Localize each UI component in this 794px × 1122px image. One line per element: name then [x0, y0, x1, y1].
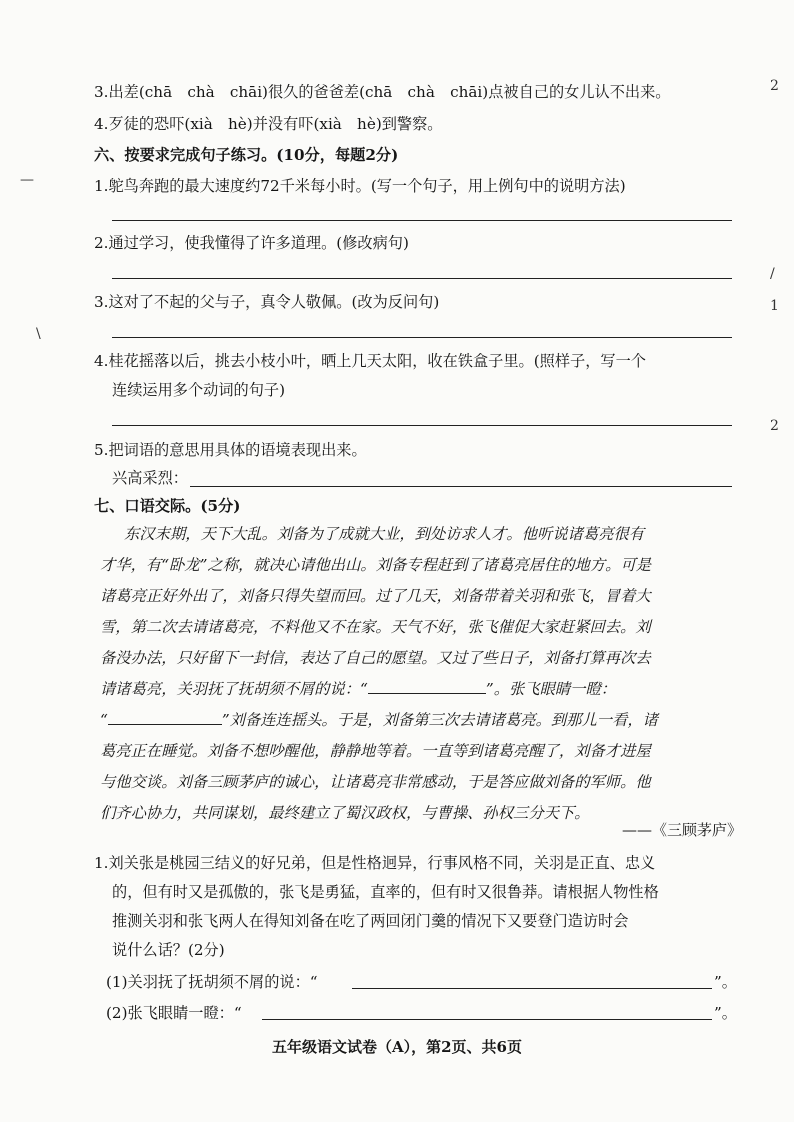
answer-line[interactable] [112, 425, 732, 426]
passage-line: 葛亮正在睡觉。刘备不想吵醒他，静静地等着。一直等到诸葛亮醒了，刘备才进屋 [100, 742, 651, 760]
question-item: 3.出差(chā chà chāi)很久的爸爸差(chā chà chāi)点被自己的女儿认不出来。 [94, 83, 671, 101]
question-item-continued: 说什么话？(2分) [112, 941, 225, 959]
margin-mark: / [770, 266, 775, 282]
question-item: 2.通过学习，使我懂得了许多道理。(修改病句) [94, 234, 409, 252]
passage-attribution: ——《三顾茅庐》 [621, 821, 742, 839]
passage-text: ”。张飞眼睛一瞪： [485, 680, 617, 698]
passage-line [100, 679, 750, 699]
answer-line[interactable] [262, 1019, 712, 1020]
margin-mark: 2 [770, 418, 779, 434]
section-heading: 六、按要求完成句子练习。(10分，每题2分) [94, 146, 399, 164]
passage-line [100, 710, 750, 730]
page-footer: 五年级语文试卷（A），第2页、共6页 [271, 1038, 522, 1056]
question-item: 4.歹徒的恐吓(xià hè)并没有吓(xià hè)到警察。 [94, 115, 443, 133]
passage-line: 才华，有“卧龙”之称，就决心请他出山。刘备专程赶到了诸葛亮居住的地方。可是 [100, 556, 652, 574]
question-item: 3.这对了不起的父与子，真令人敬佩。(改为反问句) [94, 293, 440, 311]
fill-blank[interactable] [108, 712, 222, 725]
passage-text: “ [100, 711, 108, 729]
question-item-continued: 的，但有时又是孤傲的，张飞是勇猛，直率的，但有时又很鲁莽。请根据人物性格 [112, 883, 659, 901]
answer-line[interactable] [112, 220, 732, 221]
section-heading: 七、口语交际。(5分) [94, 497, 241, 515]
answer-line[interactable] [190, 486, 732, 487]
passage-text: 请诸葛亮，关羽抚了抚胡须不屑的说：“ [100, 680, 368, 698]
margin-mark: 2 [770, 78, 779, 94]
passage-line: 东汉末期，天下大乱。刘备为了成就大业，到处访求人才。他听说诸葛亮很有 [124, 525, 645, 543]
passage-line: 与他交谈。刘备三顾茅庐的诚心，让诸葛亮非常感动，于是答应做刘备的军师。他 [100, 773, 651, 791]
passage-line: 备没办法，只好留下一封信，表达了自己的愿望。又过了些日子，刘备打算再次去 [100, 649, 651, 667]
margin-mark: 1 [770, 298, 779, 314]
question-item: 1.鸵鸟奔跑的最大速度约72千米每小时。(写一个句子，用上例句中的说明方法) [94, 177, 626, 195]
question-item: 5.把词语的意思用具体的语境表现出来。 [94, 441, 367, 459]
passage-line: 们齐心协力，共同谋划，最终建立了蜀汉政权，与曹操、孙权三分天下。 [100, 804, 590, 822]
answer-line[interactable] [112, 337, 732, 338]
sub-question-close: ”。 [714, 973, 737, 991]
passage-line: 雪，第二次去请诸葛亮，不料他又不在家。天气不好，张飞催促大家赶紧回去。刘 [100, 618, 651, 636]
question-item-word: 兴高采烈： [112, 469, 188, 487]
fill-blank[interactable] [368, 681, 486, 694]
sub-question-close: ”。 [714, 1004, 737, 1022]
passage-line: 诸葛亮正好外出了，刘备只得失望而回。过了几天，刘备带着关羽和张飞，冒着大 [100, 587, 651, 605]
margin-mark: \ [36, 326, 41, 342]
question-item-continued: 连续运用多个动词的句子) [112, 381, 285, 399]
question-item: 1.刘关张是桃园三结义的好兄弟，但是性格迥异，行事风格不同，关羽是正直、忠义 [94, 854, 656, 872]
answer-line[interactable] [112, 278, 732, 279]
question-item-continued: 推测关羽和张飞两人在得知刘备在吃了两回闭门羹的情况下又要登门造访时会 [112, 912, 629, 930]
answer-line[interactable] [352, 988, 712, 989]
passage-text: ”刘备连连摇头。于是，刘备第三次去请诸葛亮。到那儿一看，诸 [221, 711, 658, 729]
margin-mark: — [20, 172, 34, 188]
sub-question: (1)关羽抚了抚胡须不屑的说：“ [106, 973, 318, 991]
sub-question: (2)张飞眼睛一瞪：“ [106, 1004, 242, 1022]
question-item: 4.桂花摇落以后，挑去小枝小叶，晒上几天太阳，收在铁盒子里。(照样子，写一个 [94, 352, 646, 370]
